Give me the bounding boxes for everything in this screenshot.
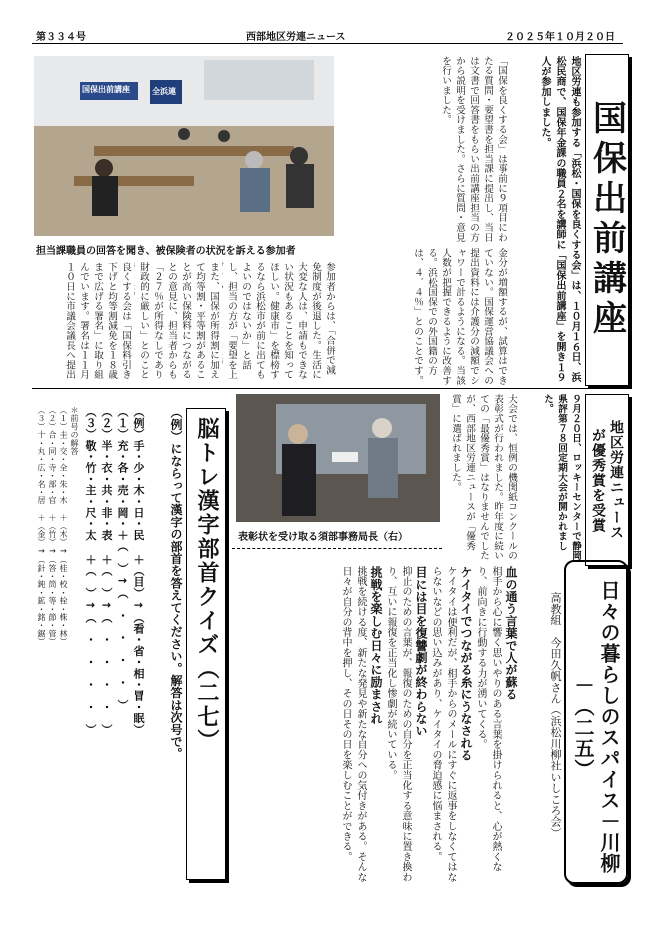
award-title-2: が優秀賞を受賞 bbox=[590, 427, 606, 533]
quiz-answers-title: ＊前号の解答 bbox=[70, 406, 79, 456]
quiz-answer-2: （２）合・同・寺・部・官 ＋（竹）→（答・筒・等・節・管） bbox=[48, 406, 57, 646]
quiz-question-3: （３）敬・竹・主・尺・太 ＋（ ）→（ ・ ・ ・ ・ ） bbox=[84, 406, 97, 735]
kokuho-body-3: 金分が増額するが、試算はできていない。国保運営協議会への提出資料には介護分の減額でシャワーで計るようになる。当該人数が把握できるように改善する。浜松国保での外国籍の方は、４．４％」とのことです。 bbox=[412, 248, 507, 386]
kokuho-body-4: 参加者からは、「合併で減免制度が後退した。生活に大変な人は、申請もできない状況もあることを知ってほしい。健康市」を標榜するなら浜松市が前に出てもよいのではないか」と話し、担当の方が「要望を上 bbox=[226, 262, 335, 380]
section-rule bbox=[32, 388, 623, 389]
header-rule bbox=[32, 43, 623, 44]
photo-sign-1: 国保出前講座 bbox=[82, 85, 130, 94]
senryu-comment-1: 相手から心に響く思いやりのある言葉を掛けられると、心が熱くなり、前向きに行動する力が湧いてくる。 bbox=[475, 566, 501, 872]
kokuho-body-5: また、国保が所得割に加えて均等割・平等割があることが高い保険料につながるとの意見に、担当者からも「２７％が所得なしであり財政的に厳しい」とのこと bbox=[138, 262, 219, 380]
quiz-instruction: （例）にならって漢字の部首を答えてください。解答は次号で。 bbox=[169, 406, 183, 760]
meeting-photo-caption: 担当課職員の回答を聞き、被保険者の状況を訴える参加者 bbox=[36, 246, 296, 257]
quiz-answers bbox=[34, 406, 80, 876]
award-divider bbox=[232, 548, 442, 550]
quiz-title-box bbox=[186, 408, 226, 880]
quiz-questions bbox=[82, 406, 146, 876]
issue-date: ２０２５年１０月２０日 bbox=[505, 32, 615, 43]
quiz-example: （例）手・少・木・日・民 ＋（目）→（看・省・相・冒・眠） bbox=[132, 406, 145, 735]
quiz-answer-3: （３）十・丸・広・名・居 ＋（金）→（針・鈍・鉱・銘・鋸） bbox=[37, 406, 46, 646]
award-body-1: ９月２０日、ロッキーセンターで静岡県評第７８回定期大会が開かれました。 bbox=[542, 394, 581, 561]
quiz-question-1: （１）充・各・売・岡・＋（ ）→（ ・ ・ ・ ・ ） bbox=[116, 406, 129, 711]
senryu-subtitle: 高教組 今田久帆さん（浜松川柳社いしころ会） bbox=[549, 592, 562, 839]
issue-number: 第３３４号 bbox=[36, 32, 86, 43]
award-title-1: 地区労連ニュース bbox=[608, 420, 624, 540]
kokuho-lead: 地区労連も参加する「浜松・国保を良くする会」は、１０月１６日、浜松民商で、国保年金課の職員２名を講師に「国保出前講座」を開き１９人が参加しました。 bbox=[539, 56, 580, 383]
senryu-title: 日々の暮らしのスパイス－川柳－（二五） bbox=[571, 580, 621, 874]
senryu-verse-1: 血の通う言葉で人が蘇る bbox=[504, 566, 518, 701]
paper-title: 西部地区労連ニュース bbox=[246, 32, 346, 43]
meeting-photo bbox=[34, 56, 334, 236]
award-photo-caption: 表彰状を受け取る須部事務局長（右） bbox=[238, 532, 408, 543]
quiz-answer-1: （１）圭・交・全・朱・木 ＋（木）→（桂・校・栓・株・林） bbox=[59, 406, 68, 646]
senryu-verse-2: ケイタイでつながる糸にうなされる bbox=[459, 566, 473, 762]
meeting-photo-graphic bbox=[34, 56, 334, 236]
kokuho-body-1: 「国保を良くする会」は事前に９項目にわたる質問・要望書を担当課に提出し、当日は文書で回答書をもらい出前講座担当の方から説明を受けました。さらに質問・意見を行いました。 bbox=[440, 56, 507, 243]
senryu-body bbox=[236, 566, 518, 886]
kokuho-title: 国保出前講座 bbox=[586, 100, 627, 340]
senryu-verse-4: 挑戦を楽しむ日々に励まされ bbox=[369, 566, 383, 725]
award-body-2: 大会では、恒例の機関紙コンクールの表彰式が行われました。昨年度に続いての「最優秀賞」はなりませんでしたが、西部地区労連ニュースが「優秀賞」に選ばれました。 bbox=[450, 394, 517, 561]
award-title-box bbox=[585, 394, 629, 566]
senryu-comment-3: 抑止のための言葉が、報復のための自分を正当化する意味に置き換わり、互いに報復を正当化し惨劇が続いている。 bbox=[385, 566, 411, 883]
senryu-comment-4: 挑戦を続ける度、新たな発見や新たな自分への気付きがある。そんな日々が自分の背中を押し、その日その日を楽しむことができる。 bbox=[340, 566, 366, 883]
quiz-question-2: （２）半・衣・共・非・表 ＋（ ）→（ ・ ・ ・ ・ ） bbox=[100, 406, 113, 735]
award-photo-graphic bbox=[236, 394, 440, 522]
quiz-title: 脳トレ漢字部首クイズ（二七） bbox=[194, 417, 219, 753]
kokuho-title-box bbox=[585, 54, 629, 386]
award-photo bbox=[236, 394, 440, 522]
senryu-title-box bbox=[564, 560, 628, 884]
kokuho-body-6: 良くする会は「国保料引き下げと均等割減免を１８歳まで広げる署名」に取り組んでいます。署名は１１月１０日に市議会議長へ提出 bbox=[64, 262, 131, 380]
senryu-comment-2: ケイタイは便利だが、相手からのメールにすぐに返事をしなくてはならないなどの思い込みがあり、ケイタイの脅迫感に悩まされる。 bbox=[430, 566, 456, 883]
photo-sign-2: 全浜連 bbox=[152, 87, 176, 96]
senryu-verse-3: 目には目を復讐劇が終わらない bbox=[414, 566, 428, 737]
